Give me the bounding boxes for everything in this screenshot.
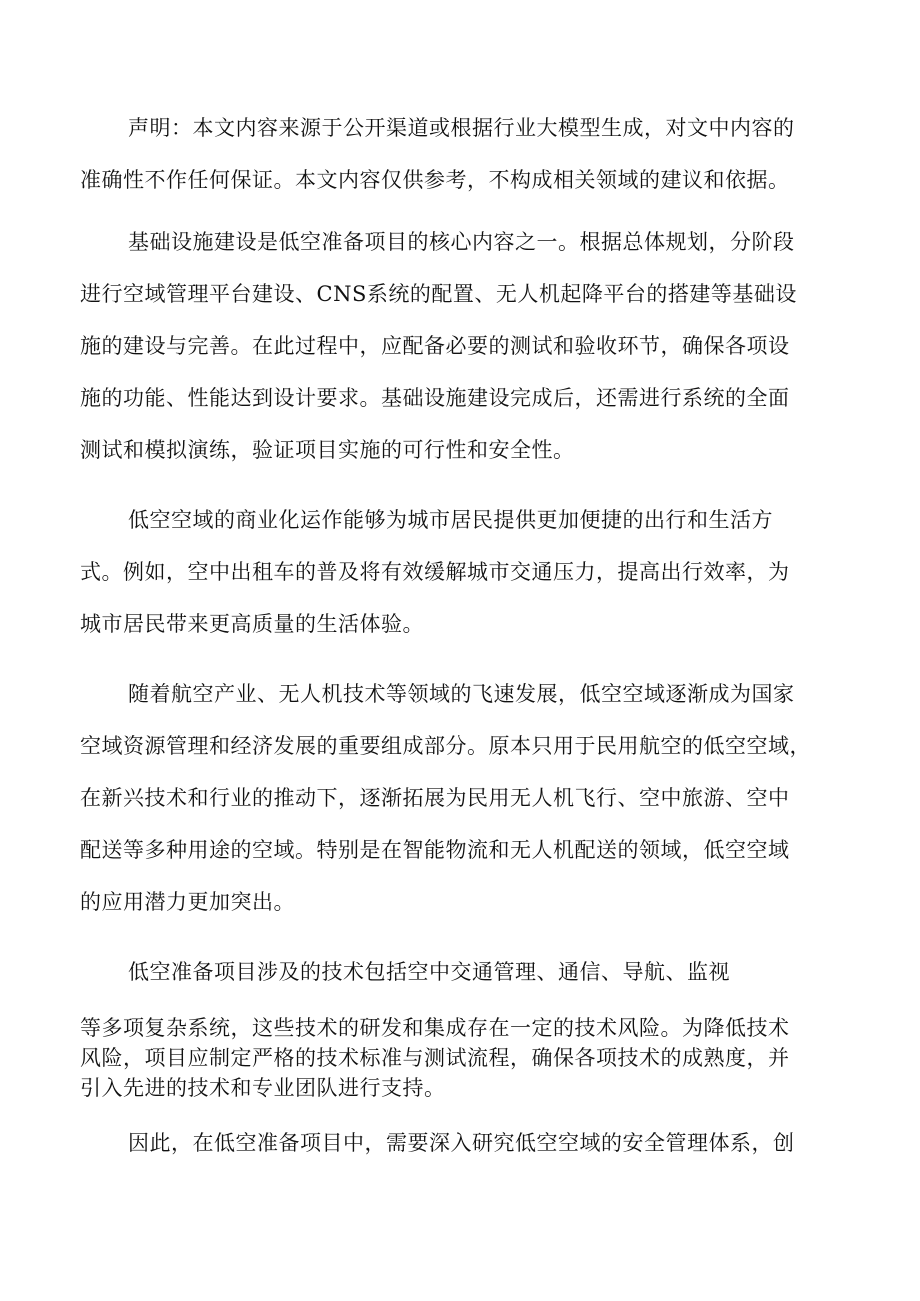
text-line: 等多项复杂系统，这些技术的研发和集成存在一定的技术风险。为降低技术 bbox=[80, 1016, 790, 1040]
infrastructure-paragraph bbox=[80, 216, 840, 476]
text-line: 进行空域管理平台建设、CNS系统的配置、无人机起降平台的搭建等基础设 bbox=[80, 282, 797, 306]
text-line: 施的功能、性能达到设计要求。基础设施建设完成后，还需进行系统的全面 bbox=[80, 386, 790, 410]
text-line: 声明：本文内容来源于公开渠道或根据行业大模型生成，对文中内容的 bbox=[128, 116, 795, 140]
text-line: 测试和模拟演练，验证项目实施的可行性和安全性。 bbox=[80, 438, 575, 462]
text-line: 低空准备项目涉及的技术包括空中交通管理、通信、导航、监视 bbox=[128, 960, 730, 984]
text-line: 基础设施建设是低空准备项目的核心内容之一。根据总体规划，分阶段 bbox=[128, 230, 795, 254]
text-line: 空域资源管理和经济发展的重要组成部分。原本只用于民用航空的低空空域， bbox=[80, 734, 811, 758]
technology-paragraph-continued bbox=[80, 1013, 840, 1103]
conclusion-paragraph bbox=[80, 1117, 840, 1169]
text-line: 配送等多种用途的空域。特别是在智能物流和无人机配送的领域，低空空域 bbox=[80, 838, 790, 862]
text-line: 城市居民带来更高质量的生活体验。 bbox=[80, 612, 424, 636]
development-paragraph bbox=[80, 668, 840, 928]
text-line: 随着航空产业、无人机技术等领域的飞速发展，低空空域逐渐成为国家 bbox=[128, 682, 795, 706]
text-line: 因此，在低空准备项目中，需要深入研究低空空域的安全管理体系，创 bbox=[128, 1131, 795, 1155]
text-line: 低空空域的商业化运作能够为城市居民提供更加便捷的出行和生活方 bbox=[128, 508, 773, 532]
text-line: 在新兴技术和行业的推动下，逐渐拓展为民用无人机飞行、空中旅游、空中 bbox=[80, 786, 790, 810]
commercialization-paragraph bbox=[80, 494, 840, 650]
text-line: 式。例如，空中出租车的普及将有效缓解城市交通压力，提高出行效率，为 bbox=[80, 560, 790, 584]
text-line: 风险，项目应制定严格的技术标准与测试流程，确保各项技术的成熟度，并 bbox=[80, 1046, 790, 1070]
text-line: 引入先进的技术和专业团队进行支持。 bbox=[80, 1076, 446, 1100]
text-line: 的应用潜力更加突出。 bbox=[80, 890, 295, 914]
text-line: 施的建设与完善。在此过程中，应配备必要的测试和验收环节，确保各项设 bbox=[80, 334, 790, 358]
disclaimer-paragraph bbox=[80, 102, 840, 206]
technology-paragraph-start bbox=[80, 946, 840, 998]
text-line: 准确性不作任何保证。本文内容仅供参考，不构成相关领域的建议和依据。 bbox=[80, 168, 790, 192]
